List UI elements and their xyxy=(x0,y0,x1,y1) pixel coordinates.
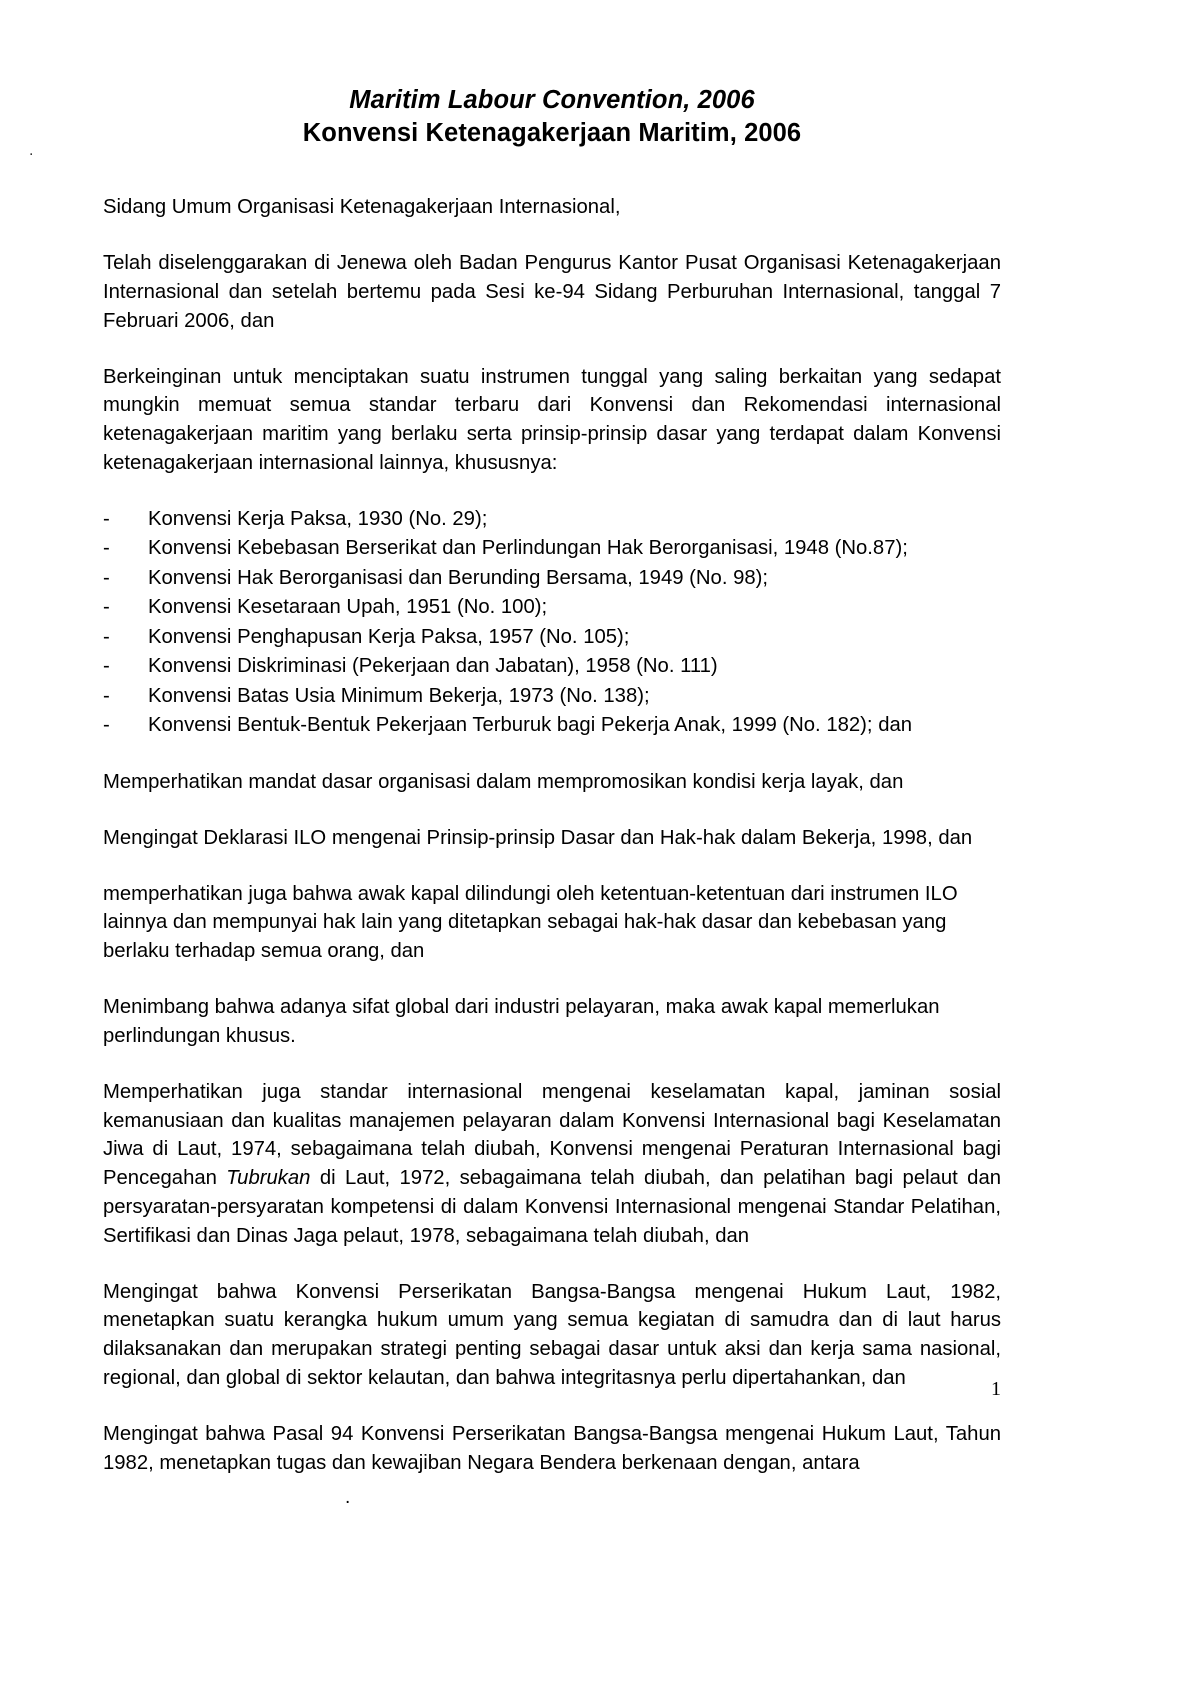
list-item-label: Konvensi Bentuk-Bentuk Pekerjaan Terburuk bagi Pekerja Anak, 1999 (No. 182); dan xyxy=(148,714,913,737)
list-item xyxy=(103,711,1001,741)
list-item-label: Konvensi Kebebasan Berserikat dan Perlindungan Hak Berorganisasi, 1948 (No.87); xyxy=(148,537,908,560)
paragraph-seafarer-protection: memperhatikan juga bahwa awak kapal dilindungi oleh ketentuan-ketentuan dari instrumen ILO lainnya dan mempunyai hak lain yang ditetapkan sebagai hak-hak dasar dan kebebasan yang berlaku terhadap semua orang, dan xyxy=(103,882,958,963)
list-bullet: - xyxy=(103,655,110,678)
list-item-label: Konvensi Diskriminasi (Pekerjaan dan Jabatan), 1958 (No. 111) xyxy=(148,655,718,678)
paragraph-international-standards xyxy=(103,1078,1001,1251)
paragraph-italic-term: Tubrukan xyxy=(226,1167,311,1190)
paragraph-unclos: Mengingat bahwa Konvensi Perserikatan Bangsa-Bangsa mengenai Hukum Laut, 1982, menetapkan suatu kerangka hukum umum yang semua kegiatan di samudra dan di laut harus dilaksanakan dan merupakan strategi penting sebagai dasar untuk aksi dan kerja sama nasional, regional, dan global di sektor kelautan, dan bahwa integritasnya perlu dipertahankan, dan xyxy=(103,1280,1001,1389)
paragraph-opening: Sidang Umum Organisasi Ketenagakerjaan Internasional, xyxy=(103,196,621,219)
list-bullet: - xyxy=(103,714,110,737)
convention-list xyxy=(103,505,1001,741)
list-item-label: Konvensi Hak Berorganisasi dan Berunding Bersama, 1949 (No. 98); xyxy=(148,566,769,589)
paragraph-text-part-b: di Laut, 1972, sebagaimana telah diubah, dan pelatihan bagi pelaut dan persyaratan-persyaratan kompetensi di dalam Konvensi Internasional mengenai Standar Pelatihan, Sertifikasi dan Dinas Jaga pelaut, 1978, sebagaimana telah diubah, dan xyxy=(103,1167,1002,1247)
paragraph-desiring: Berkeinginan untuk menciptakan suatu instrumen tunggal yang saling berkaitan yang sedapat mungkin memuat semua standar terbaru dari Konvensi dan Rekomendasi internasional ketenagakerjaan maritim yang berlaku serta prinsip-prinsip dasar yang terdapat dalam Konvensi ketenagakerjaan internasional lainnya, khususnya: xyxy=(103,365,1001,474)
list-bullet: - xyxy=(103,507,110,530)
list-item xyxy=(103,505,1001,535)
list-item xyxy=(103,564,1001,594)
list-bullet: - xyxy=(103,625,110,648)
list-bullet: - xyxy=(103,537,110,560)
page-number: 1 xyxy=(991,1378,1001,1400)
list-bullet: - xyxy=(103,596,110,619)
list-item xyxy=(103,623,1001,653)
list-item xyxy=(103,593,1001,623)
list-item-label: Konvensi Kesetaraan Upah, 1951 (No. 100); xyxy=(148,596,548,619)
list-item-label: Konvensi Batas Usia Minimum Bekerja, 1973 (No. 138); xyxy=(148,684,650,707)
paragraph-convening: Telah diselenggarakan di Jenewa oleh Badan Pengurus Kantor Pusat Organisasi Ketenagakerjaan Internasional dan setelah bertemu pada Sesi ke-94 Sidang Perburuhan Internasional, tanggal 7 Februari 2006, dan xyxy=(103,252,1001,332)
list-item xyxy=(103,682,1001,712)
paragraph-mandate: Memperhatikan mandat dasar organisasi dalam mempromosikan kondisi kerja layak, dan xyxy=(103,771,904,793)
list-item-label: Konvensi Penghapusan Kerja Paksa, 1957 (No. 105); xyxy=(148,625,630,648)
list-item xyxy=(103,652,1001,682)
title-indonesian: Konvensi Ketenagakerjaan Maritim, 2006 xyxy=(302,118,802,147)
paragraph-global-nature: Menimbang bahwa adanya sifat global dari industri pelayaran, maka awak kapal memerlukan perlindungan khusus. xyxy=(103,996,940,1047)
list-item-label: Konvensi Kerja Paksa, 1930 (No. 29); xyxy=(148,507,488,530)
footer-mark: . xyxy=(345,1487,351,1508)
paragraph-article-94: Mengingat bahwa Pasal 94 Konvensi Perserikatan Bangsa-Bangsa mengenai Hukum Laut, Tahun 1982, menetapkan tugas dan kewajiban Negara Bendera berkenaan dengan, antara xyxy=(103,1422,1001,1474)
paragraph-text-part-a: Memperhatikan juga standar internasional mengenai keselamatan kapal, jaminan sosial kemanusiaan dan kualitas manajemen pelayaran dalam Konvensi Internasional bagi Keselamatan Jiwa di Laut, 1974, sebagaimana telah diubah, Konvensi mengenai Peraturan Internasional bagi Pencegahan xyxy=(103,1080,1001,1190)
list-bullet: - xyxy=(103,684,110,707)
paragraph-ilo-declaration: Mengingat Deklarasi ILO mengenai Prinsip-prinsip Dasar dan Hak-hak dalam Bekerja, 1998, dan xyxy=(103,826,973,849)
list-item xyxy=(103,534,1001,564)
title-english: Maritim Labour Convention, 2006 xyxy=(349,86,755,114)
document-body xyxy=(103,84,1001,1504)
margin-mark: . xyxy=(29,142,34,159)
list-bullet: - xyxy=(103,566,110,589)
document-title-block xyxy=(103,84,1001,149)
